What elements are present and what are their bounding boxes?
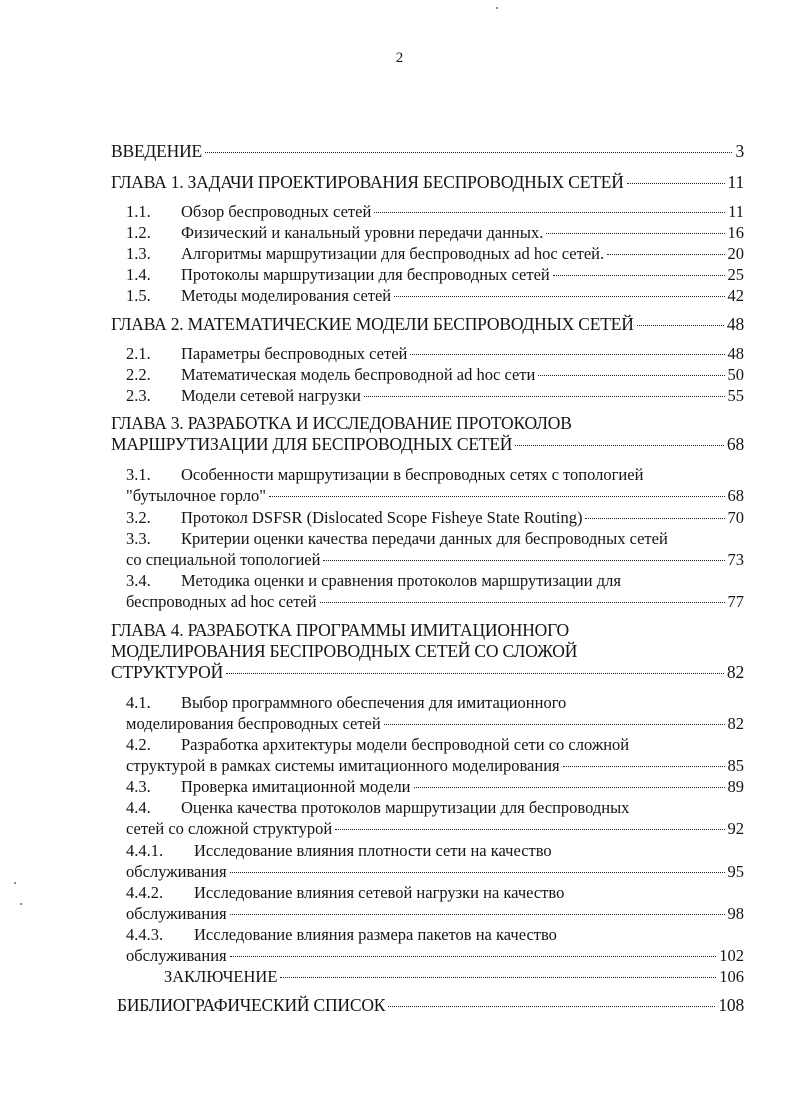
- toc-item-title-cont: обслуживания: [126, 946, 227, 965]
- toc-item-title: Разработка архитектуры модели беспроводной сети со сложной: [181, 735, 630, 754]
- dot-leader: [374, 212, 725, 213]
- toc-item-title-cont: обслуживания: [126, 904, 227, 923]
- toc-item-page: 70: [727, 508, 744, 527]
- toc-item-title-cont: сетей со сложной структурой: [126, 819, 333, 838]
- toc-chapter-page: 48: [726, 314, 744, 334]
- toc-item-4-4[interactable]: [126, 818, 744, 839]
- dot-leader: [637, 325, 724, 326]
- toc-item-1-3[interactable]: [126, 243, 744, 264]
- toc-item-title: Выбор программного обеспечения для имитационного: [181, 693, 567, 712]
- toc-entry-page: 106: [719, 967, 744, 986]
- scan-speck: [20, 903, 22, 905]
- toc-entry-intro[interactable]: [111, 141, 744, 162]
- toc-item-3-4[interactable]: [126, 591, 744, 612]
- toc-item-4-2-line[interactable]: [126, 734, 629, 755]
- toc-item-number: 4.4.3.: [126, 925, 164, 944]
- toc-item-title: Особенности маршрутизации в беспроводных сетях с топологией: [181, 465, 644, 484]
- toc-item-title-cont: моделирования беспроводных сетей: [126, 714, 381, 733]
- toc-entry-title: ЗАКЛЮЧЕНИЕ: [164, 967, 278, 986]
- dot-leader: [585, 518, 724, 519]
- toc-item-number: 3.3.: [126, 529, 151, 548]
- toc-item-3-4-line[interactable]: [126, 570, 621, 591]
- toc-item-title-cont: беспроводных ad hoc сетей: [126, 592, 317, 611]
- toc-item-page: 68: [727, 486, 744, 505]
- toc-item-page: 85: [727, 756, 744, 775]
- toc-entry-page: 3: [735, 141, 744, 161]
- dot-leader: [323, 560, 724, 561]
- toc-item-page: 16: [727, 223, 744, 242]
- toc-item-title: Проверка имитационной модели: [181, 777, 411, 796]
- toc-item-4-1[interactable]: [126, 713, 744, 734]
- toc-item-number: 4.4.1.: [126, 841, 164, 860]
- toc-entry-title: ВВЕДЕНИЕ: [111, 141, 203, 161]
- toc-item-title: Математическая модель беспроводной ad hoc сети: [181, 365, 536, 384]
- dot-leader: [280, 977, 716, 978]
- toc-chapter-page: 68: [726, 434, 744, 454]
- dot-leader: [563, 766, 725, 767]
- toc-item-4-4-3[interactable]: [126, 945, 744, 966]
- toc-item-1-4[interactable]: [126, 264, 744, 285]
- toc-item-number: 4.3.: [126, 777, 151, 796]
- dot-leader: [320, 602, 725, 603]
- toc-chapter-3[interactable]: [111, 434, 744, 455]
- toc-item-number: 3.1.: [126, 465, 151, 484]
- toc-item-1-2[interactable]: [126, 222, 744, 243]
- toc-item-2-3[interactable]: [126, 385, 744, 406]
- toc-item-4-2[interactable]: [126, 755, 744, 776]
- toc-item-page: 95: [727, 862, 744, 881]
- dot-leader: [538, 375, 724, 376]
- toc-item-title: Физический и канальный уровни передачи данных.: [181, 223, 544, 242]
- toc-item-title: Критерии оценки качества передачи данных для беспроводных сетей: [181, 529, 668, 548]
- toc-item-4-4-1[interactable]: [126, 861, 744, 882]
- toc-item-title: Параметры беспроводных сетей: [181, 344, 408, 363]
- dot-leader: [230, 914, 725, 915]
- toc-entry-title: БИБЛИОГРАФИЧЕСКИЙ СПИСОК: [117, 995, 386, 1015]
- dot-leader: [515, 445, 724, 446]
- dot-leader: [607, 254, 724, 255]
- toc-chapter-title: ГЛАВА 1. ЗАДАЧИ ПРОЕКТИРОВАНИЯ БЕСПРОВОДНЫХ СЕТЕЙ: [111, 172, 624, 192]
- dot-leader: [553, 275, 725, 276]
- toc-item-1-5[interactable]: [126, 285, 744, 306]
- toc-item-number: 1.5.: [126, 286, 151, 305]
- toc-item-page: 42: [727, 286, 744, 305]
- toc-item-title: Методы моделирования сетей: [181, 286, 392, 305]
- dot-leader: [230, 872, 725, 873]
- toc-chapter-4-title-line[interactable]: ГЛАВА 4. РАЗРАБОТКА ПРОГРАММЫ ИМИТАЦИОННОГО: [111, 620, 569, 640]
- toc-chapter-title: МАРШРУТИЗАЦИИ ДЛЯ БЕСПРОВОДНЫХ СЕТЕЙ: [111, 434, 513, 454]
- dot-leader: [388, 1006, 715, 1007]
- toc-item-number: 1.3.: [126, 244, 151, 263]
- toc-item-4-4-line[interactable]: [126, 797, 629, 818]
- toc-item-4-4-3-line[interactable]: [126, 924, 557, 945]
- toc-item-page: 102: [719, 946, 744, 965]
- toc-item-4-4-2[interactable]: [126, 903, 744, 924]
- toc-chapter-2[interactable]: [111, 314, 744, 335]
- toc-item-1-1[interactable]: [126, 201, 744, 222]
- toc-item-title-cont: со специальной топологией: [126, 550, 321, 569]
- toc-item-2-1[interactable]: [126, 343, 744, 364]
- toc-item-page: 25: [727, 265, 744, 284]
- toc-item-title-cont: обслуживания: [126, 862, 227, 881]
- toc-item-title-cont: структурой в рамках системы имитационного моделирования: [126, 756, 560, 775]
- toc-item-title: Протокол DSFSR (Dislocated Scope Fisheye State Routing): [181, 508, 583, 527]
- toc-item-title-cont: "бутылочное горло": [126, 486, 266, 505]
- scan-speck: [496, 7, 498, 9]
- toc-item-title: Оценка качества протоколов маршрутизации для беспроводных: [181, 798, 630, 817]
- toc-chapter-page: 11: [727, 172, 744, 192]
- toc-item-number: 1.4.: [126, 265, 151, 284]
- toc-chapter-title: СТРУКТУРОЙ: [111, 662, 224, 682]
- toc-entry-bibliography[interactable]: [117, 995, 744, 1016]
- dot-leader: [384, 724, 725, 725]
- toc-item-3-2[interactable]: [126, 507, 744, 528]
- dot-leader: [546, 233, 724, 234]
- toc-item-number: 4.4.: [126, 798, 151, 817]
- toc-item-4-4-2-line[interactable]: [126, 882, 564, 903]
- toc-chapter-4-title-line[interactable]: МОДЕЛИРОВАНИЯ БЕСПРОВОДНЫХ СЕТЕЙ СО СЛОЖОЙ: [111, 641, 578, 661]
- toc-item-number: 2.2.: [126, 365, 151, 384]
- toc-item-number: 1.2.: [126, 223, 151, 242]
- toc-item-title: Обзор беспроводных сетей: [181, 202, 372, 221]
- dot-leader: [205, 152, 732, 153]
- toc-item-3-3-line[interactable]: [126, 528, 668, 549]
- toc-item-4-3[interactable]: [126, 776, 744, 797]
- toc-item-4-1-line[interactable]: [126, 692, 566, 713]
- toc-item-title: Исследование влияния сетевой нагрузки на качество: [194, 883, 565, 902]
- toc-item-title: Алгоритмы маршрутизации для беспроводных ad hoc сетей.: [181, 244, 605, 263]
- toc-item-page: 89: [727, 777, 744, 796]
- dot-leader: [230, 956, 717, 957]
- toc-item-3-1-line[interactable]: [126, 464, 643, 485]
- dot-leader: [226, 673, 724, 674]
- toc-item-number: 1.1.: [126, 202, 151, 221]
- dot-leader: [269, 496, 725, 497]
- toc-chapter-4[interactable]: [111, 662, 744, 683]
- toc-chapter-page: 82: [726, 662, 744, 682]
- dot-leader: [410, 354, 724, 355]
- toc-item-number: 3.2.: [126, 508, 151, 527]
- toc-item-title: Исследование влияния размера пакетов на качество: [194, 925, 557, 944]
- toc-item-number: 2.3.: [126, 386, 151, 405]
- dot-leader: [364, 396, 725, 397]
- toc-item-number: 4.1.: [126, 693, 151, 712]
- dot-leader: [394, 296, 724, 297]
- toc-item-number: 2.1.: [126, 344, 151, 363]
- toc-item-4-4-1-line[interactable]: [126, 840, 552, 861]
- toc-item-2-2[interactable]: [126, 364, 744, 385]
- toc-item-page: 77: [727, 592, 744, 611]
- toc-item-page: 98: [727, 904, 744, 923]
- toc-chapter-1[interactable]: [111, 172, 744, 193]
- toc-item-number: 4.2.: [126, 735, 151, 754]
- toc-chapter-3-title-line[interactable]: ГЛАВА 3. РАЗРАБОТКА И ИССЛЕДОВАНИЕ ПРОТОКОЛОВ: [111, 413, 572, 433]
- toc-item-title: Исследование влияния плотности сети на качество: [194, 841, 552, 860]
- toc-item-title: Методика оценки и сравнения протоколов маршрутизации для: [181, 571, 621, 590]
- scan-speck: [14, 882, 16, 884]
- toc-item-page: 73: [727, 550, 744, 569]
- toc-item-title: Протоколы маршрутизации для беспроводных сетей: [181, 265, 550, 284]
- toc-item-page: 20: [727, 244, 744, 263]
- toc-item-title: Модели сетевой нагрузки: [181, 386, 361, 405]
- toc-item-page: 11: [728, 202, 744, 221]
- page-number: 2: [395, 50, 404, 66]
- dot-leader: [414, 787, 725, 788]
- toc-item-page: 55: [727, 386, 744, 405]
- toc-item-3-1[interactable]: [126, 485, 744, 506]
- toc-item-number: 3.4.: [126, 571, 151, 590]
- dot-leader: [627, 183, 725, 184]
- toc-item-page: 50: [727, 365, 744, 384]
- toc-item-number: 4.4.2.: [126, 883, 164, 902]
- toc-entry-conclusion[interactable]: [164, 966, 744, 987]
- toc-item-page: 48: [727, 344, 744, 363]
- dot-leader: [335, 829, 724, 830]
- toc-item-3-3[interactable]: [126, 549, 744, 570]
- toc-item-page: 92: [727, 819, 744, 838]
- toc-item-page: 82: [727, 714, 744, 733]
- toc-chapter-title: ГЛАВА 2. МАТЕМАТИЧЕСКИЕ МОДЕЛИ БЕСПРОВОДНЫХ СЕТЕЙ: [111, 314, 634, 334]
- toc-entry-page: 108: [718, 995, 744, 1015]
